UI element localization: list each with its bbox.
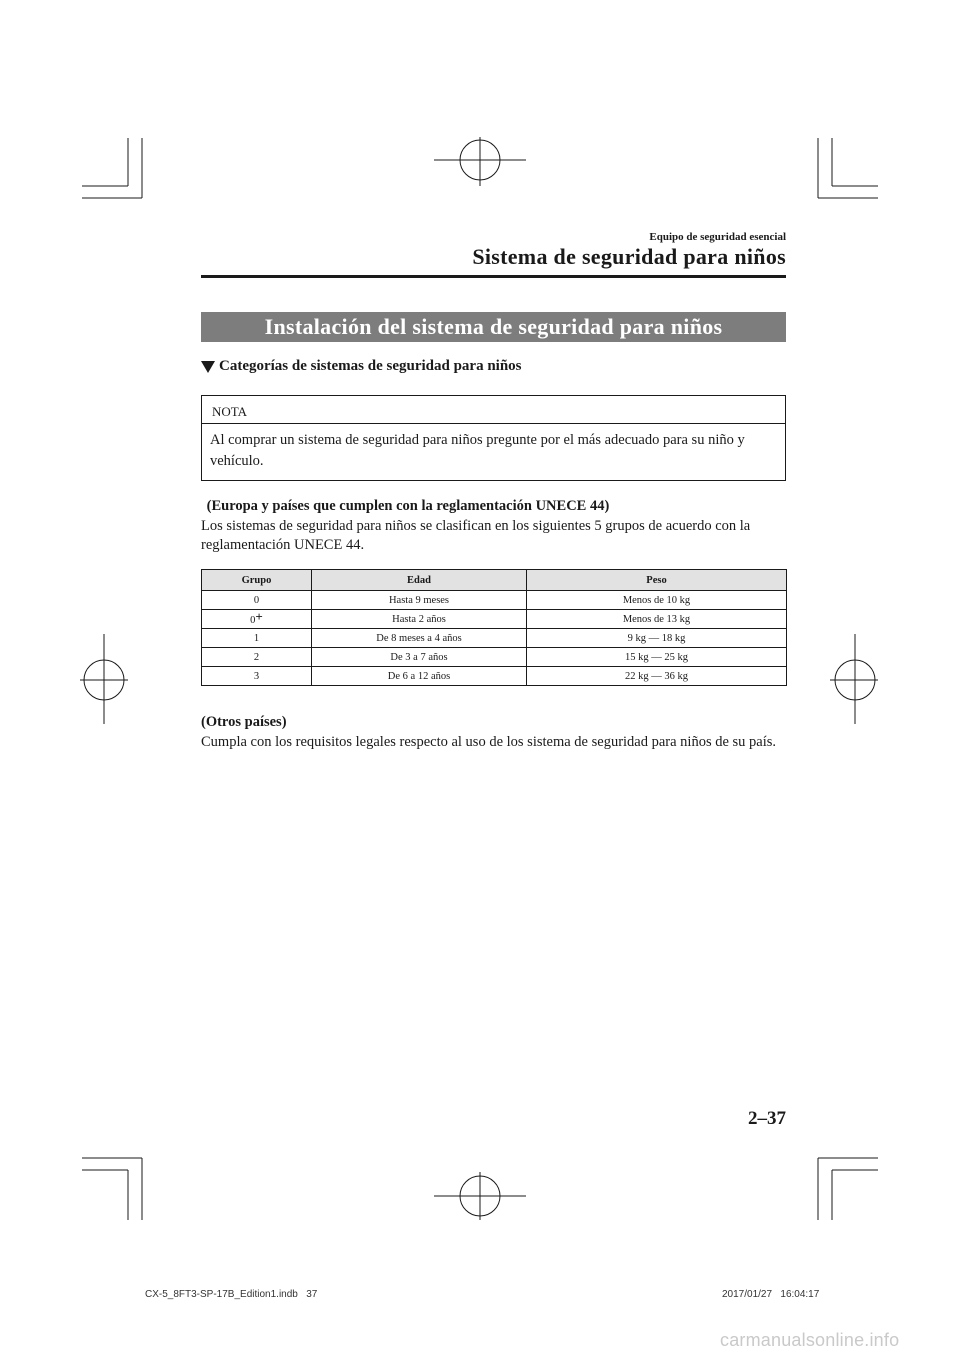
running-header-section: Equipo de seguridad esencial xyxy=(649,231,786,243)
triangle-down-icon xyxy=(201,361,215,373)
table-row xyxy=(202,591,787,610)
table-cell-age: De 8 meses a 4 años xyxy=(312,629,527,648)
europe-text: Los sistemas de seguridad para niños se clasifican en los siguientes 5 grupos de acuerdo con la reglamentación UNECE 44. xyxy=(201,518,751,553)
table-cell-weight: 22 kg — 36 kg xyxy=(527,667,787,686)
subheading-text: Categorías de sistemas de seguridad para niños xyxy=(219,358,522,374)
slug-timestamp: 2017/01/27 16:04:17 xyxy=(722,1289,820,1300)
slug-filename: CX-5_8FT3-SP-17B_Edition1.indb 37 xyxy=(145,1289,318,1300)
section-banner: Instalación del sistema de seguridad para niños xyxy=(201,312,786,342)
note-divider xyxy=(202,423,785,424)
table-cell-weight: Menos de 10 kg xyxy=(527,591,787,610)
page-number: 2–37 xyxy=(748,1108,786,1129)
table-cell-group xyxy=(202,610,312,629)
others-heading: (Otros países) xyxy=(201,714,287,730)
group-label: 0 xyxy=(250,615,256,626)
table-cell-weight: Menos de 13 kg xyxy=(527,610,787,629)
running-header-title: Sistema de seguridad para niños xyxy=(472,244,786,269)
plus-icon: + xyxy=(255,609,263,624)
table-cell-weight: 9 kg — 18 kg xyxy=(527,629,787,648)
table-cell-weight: 15 kg — 25 kg xyxy=(527,648,787,667)
note-heading: NOTA xyxy=(212,404,248,419)
table-cell-group: 3 xyxy=(202,667,312,686)
table-cell-group: 1 xyxy=(202,629,312,648)
europe-heading: (Europa y países que cumplen con la reglamentación UNECE 44) xyxy=(203,498,610,514)
group-table xyxy=(201,569,787,686)
table-cell-age: Hasta 9 meses xyxy=(312,591,527,610)
note-box xyxy=(201,395,786,481)
table-row xyxy=(202,610,787,629)
note-text: Al comprar un sistema de seguridad para niños pregunte por el más adecuado para su niño y vehículo. xyxy=(210,432,745,469)
table-header-grupo: Grupo xyxy=(202,570,312,591)
table-cell-age: Hasta 2 años xyxy=(312,610,527,629)
watermark: carmanualsonline.info xyxy=(720,1330,900,1350)
table-row xyxy=(202,629,787,648)
table-cell-age: De 6 a 12 años xyxy=(312,667,527,686)
table-row xyxy=(202,648,787,667)
subheading xyxy=(201,358,522,375)
table-row xyxy=(202,667,787,686)
others-text: Cumpla con los requisitos legales respecto al uso de los sistema de seguridad para niños de su país. xyxy=(201,734,777,750)
table-header-peso: Peso xyxy=(527,570,787,591)
table-cell-group: 0 xyxy=(202,591,312,610)
table-header-edad: Edad xyxy=(312,570,527,591)
header-rule xyxy=(201,275,786,278)
table-cell-age: De 3 a 7 años xyxy=(312,648,527,667)
table-cell-group: 2 xyxy=(202,648,312,667)
table-header-row xyxy=(202,570,787,591)
